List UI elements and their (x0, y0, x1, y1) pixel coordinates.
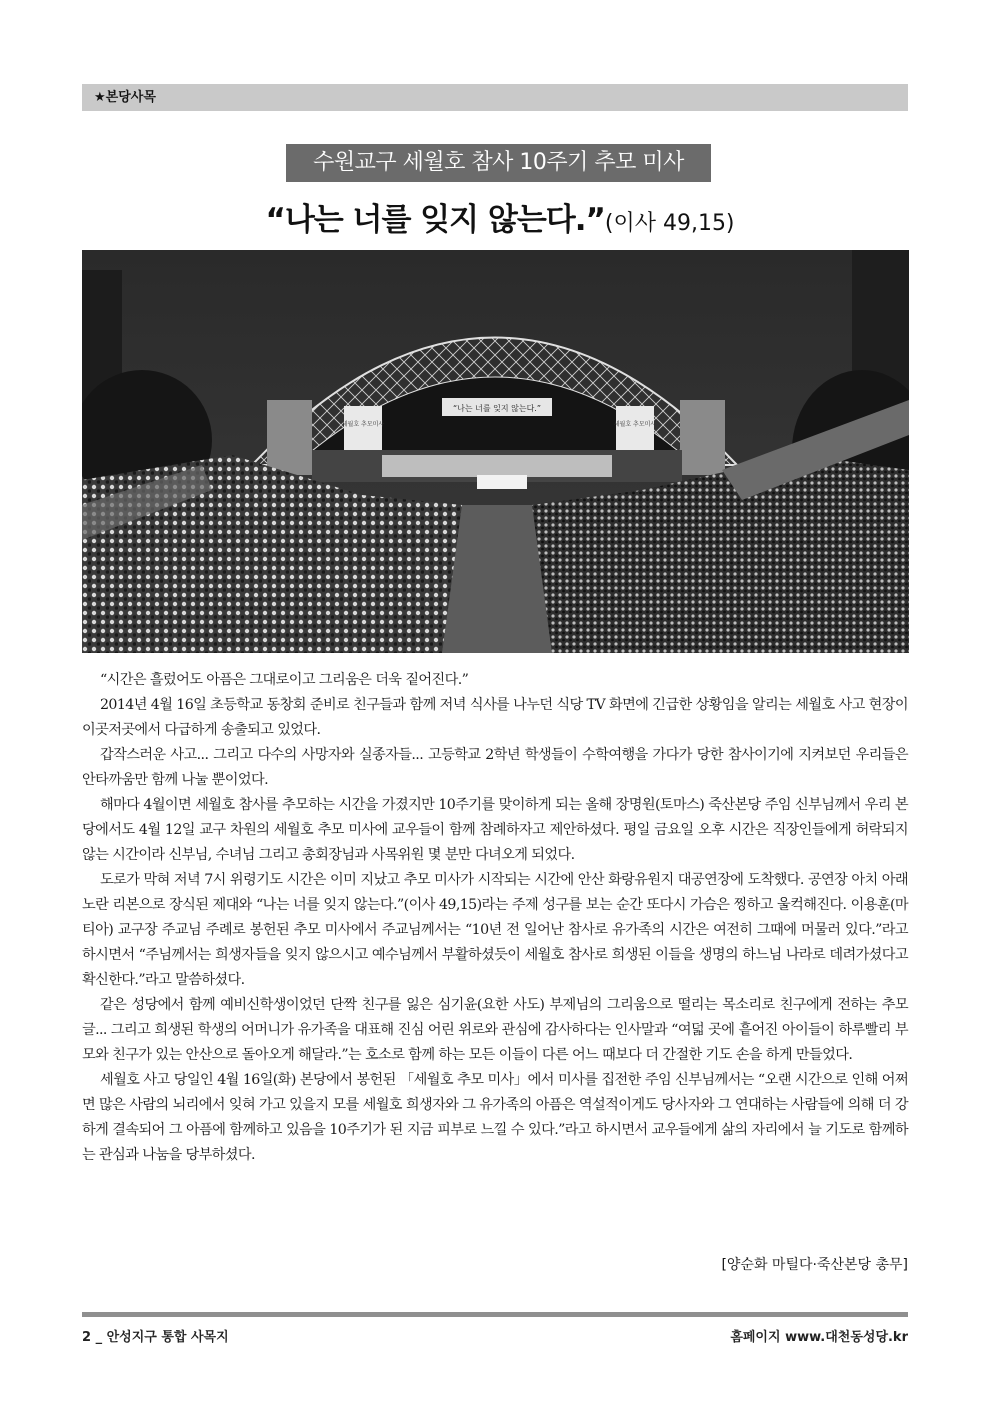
paragraph-6: 같은 성당에서 함께 예비신학생이었던 단짝 친구를 잃은 심기윤(요한 사도) 부제님의 그리움으로 떨리는 목소리로 친구에게 전하는 추모글... 그리고 희생된 학생의 어머니가 유가족을 대표해 진심 어린 위로와 관심에 감사하다는 인사말과 “여덟 곳에 흩어진 아이들이 하루빨리 부모와 친구가 있는 안산으로 돌아오게 해달라.”는 호소로 함께 하는 모든 이들이 다른 어느 때보다 더 간절한 기도 손을 하게 만들었다. (82, 997, 908, 1063)
paragraph-3: 갑작스러운 사고... 그리고 다수의 사망자와 실종자들... 고등학교 2학년 학생들이 수학여행을 가다가 당한 참사이기에 지켜보던 우리들은 안타까움만 함께 나눌 뿐이었다. (82, 747, 908, 788)
footer-publication: 2 _ 안성지구 통합 사목지 (82, 1330, 229, 1345)
article-title-box (286, 144, 711, 182)
article-body (82, 668, 908, 1168)
headline-reference: (이사 49,15) (604, 211, 735, 236)
author-credit: [양순화 마틸다·죽산본당 총무] (721, 1257, 908, 1273)
headline-quote: “나는 너를 잊지 않는다.” (265, 202, 605, 238)
paragraph-1: “시간은 흘렀어도 아픔은 그대로이고 그리움은 더욱 짙어진다.” (100, 672, 469, 688)
headline (0, 194, 1000, 239)
arch-pillar-left (267, 400, 312, 475)
amphitheater-illustration (82, 250, 909, 653)
altar (477, 475, 527, 489)
paragraph-2: 2014년 4월 16일 초등학교 동창회 준비로 친구들과 함께 저녁 식사를 나누던 식당 TV 화면에 긴급한 상황임을 알리는 세월호 사고 현장이 이곳저곳에서 다급하게 송출되고 있었다. (82, 697, 908, 738)
right-panel-text: 세월호 추모미사 (613, 421, 657, 428)
left-panel (344, 406, 382, 454)
article-title: 수원교구 세월호 참사 10주기 추모 미사 (313, 150, 684, 175)
arch-pillar-right (680, 400, 725, 475)
stage-banner-text: “나는 너를 잊지 않는다.” (452, 404, 542, 413)
right-panel (616, 406, 654, 454)
paragraph-4: 해마다 4월이면 세월호 참사를 추모하는 시간을 가졌지만 10주기를 맞이하게 되는 올해 장명원(토마스) 죽산본당 주임 신부님께서 우리 본당에서도 4월 12일 교구 차원의 세월호 추모 미사에 교우들이 함께 참례하자고 제안하셨다. 평일 금요일 오후 시간은 직장인들에게 허락되지 않는 시간이라 신부님, 수녀님 그리고 총회장님과 사목위원 몇 분만 다녀오게 되었다. (82, 797, 908, 863)
left-panel-text: 세월호 추모미사 (341, 421, 385, 428)
section-header (82, 84, 908, 111)
paragraph-7: 세월호 사고 당일인 4월 16일(화) 본당에서 봉헌된 「세월호 추모 미사」에서 미사를 집전한 주임 신부님께서는 “오랜 시간으로 인해 어쩌면 많은 사람의 뇌리에서 잊혀 가고 있을지 모를 세월호 희생자와 그 유가족의 아픔은 역설적이게도 당사자와 그 연대하는 사람들에 의해 더 강하게 결속되어 그 아픔에 함께하고 있음을 10주기가 된 지금 피부로 느낄 수 있다.”라고 하시면서 교우들에게 삶의 자리에서 늘 기도로 함께하는 관심과 나눔을 당부하셨다. (82, 1072, 908, 1163)
footer-divider (82, 1312, 908, 1317)
event-photo (82, 250, 909, 653)
footer-homepage: 홈페이지 www.대천동성당.kr (730, 1330, 908, 1345)
paragraph-5: 도로가 막혀 저녁 7시 위령기도 시간은 이미 지났고 추모 미사가 시작되는 시간에 안산 화랑유원지 대공연장에 도착했다. 공연장 아치 아래 노란 리본으로 장식된 제대와 “나는 너를 잊지 않는다.”(이사 49,15)라는 주제 성구를 보는 순간 또다시 가슴은 찡하고 울컥해진다. 이용훈(마티아) 교구장 주교님 주례로 봉헌된 추모 미사에서 주교님께서는 “10년 전 일어난 참사로 유가족의 시간은 여전히 그때에 머물러 있다.”라고 하시면서 “주님께서는 희생자들을 잊지 않으시고 예수님께서 부활하셨듯이 세월호 참사로 희생된 이들을 생명의 하느님 나라로 데려가셨다고 확신한다.”라고 말씀하셨다. (82, 872, 908, 988)
section-label: ★본당사목 (94, 90, 156, 105)
clergy-group (382, 455, 612, 477)
